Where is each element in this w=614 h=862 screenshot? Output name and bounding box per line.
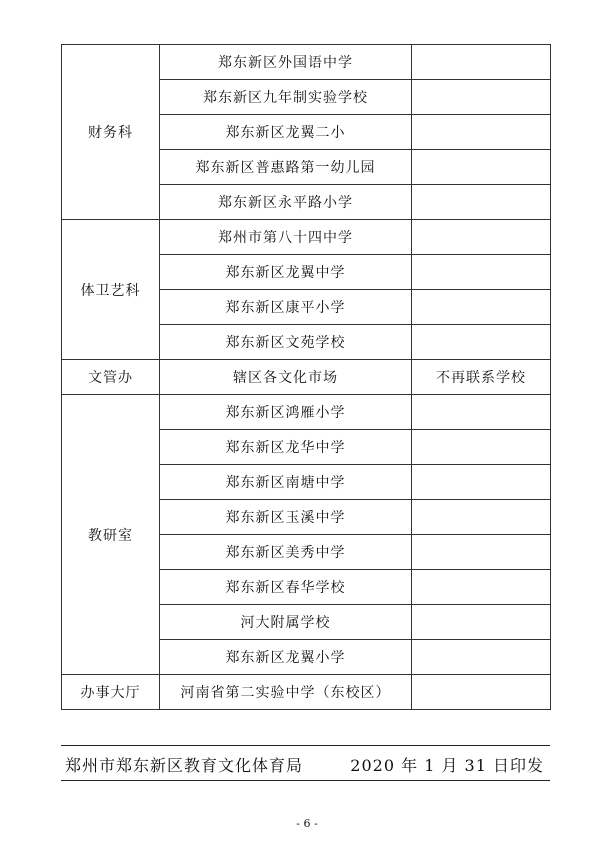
note-cell <box>412 535 551 570</box>
note-cell <box>412 150 551 185</box>
school-cell: 郑东新区永平路小学 <box>160 185 412 220</box>
note-cell <box>412 290 551 325</box>
publisher-name: 郑州市郑东新区教育文化体育局 <box>65 756 304 775</box>
school-cell: 郑州市第八十四中学 <box>160 220 412 255</box>
table-row <box>62 220 551 255</box>
table-row <box>62 675 551 710</box>
school-cell: 郑东新区南塘中学 <box>160 465 412 500</box>
school-cell: 河大附属学校 <box>160 605 412 640</box>
school-cell: 郑东新区康平小学 <box>160 290 412 325</box>
school-cell: 辖区各文化市场 <box>160 360 412 395</box>
department-cell: 财务科 <box>62 45 160 220</box>
table-row <box>62 360 551 395</box>
footer-top-rule <box>61 745 550 746</box>
school-cell: 郑东新区龙翼小学 <box>160 640 412 675</box>
school-cell: 郑东新区文苑学校 <box>160 325 412 360</box>
note-cell <box>412 465 551 500</box>
school-cell: 郑东新区龙翼二小 <box>160 115 412 150</box>
note-cell <box>412 675 551 710</box>
note-cell <box>412 185 551 220</box>
note-cell <box>412 325 551 360</box>
note-cell <box>412 500 551 535</box>
note-cell <box>412 605 551 640</box>
school-cell: 郑东新区龙翼中学 <box>160 255 412 290</box>
note-cell <box>412 80 551 115</box>
school-cell: 郑东新区普惠路第一幼儿园 <box>160 150 412 185</box>
department-cell: 教研室 <box>62 395 160 675</box>
note-cell: 不再联系学校 <box>412 360 551 395</box>
assignment-table-body <box>62 45 551 710</box>
department-cell: 文管办 <box>62 360 160 395</box>
school-cell: 郑东新区美秀中学 <box>160 535 412 570</box>
note-cell <box>412 115 551 150</box>
school-cell: 郑东新区龙华中学 <box>160 430 412 465</box>
note-cell <box>412 430 551 465</box>
school-cell: 郑东新区春华学校 <box>160 570 412 605</box>
department-cell: 办事大厅 <box>62 675 160 710</box>
school-cell: 郑东新区九年制实验学校 <box>160 80 412 115</box>
assignment-table <box>61 44 551 710</box>
table-row <box>62 45 551 80</box>
school-cell: 郑东新区鸿雁小学 <box>160 395 412 430</box>
school-cell: 河南省第二实验中学（东校区） <box>160 675 412 710</box>
note-cell <box>412 570 551 605</box>
table-row <box>62 395 551 430</box>
footer-bottom-rule <box>61 780 550 781</box>
note-cell <box>412 640 551 675</box>
note-cell <box>412 220 551 255</box>
school-cell: 郑东新区玉溪中学 <box>160 500 412 535</box>
page-number: - 6 - <box>296 817 318 830</box>
note-cell <box>412 255 551 290</box>
school-cell: 郑东新区外国语中学 <box>160 45 412 80</box>
issue-date: 2020 年 1 月 31 日印发 <box>350 756 544 775</box>
note-cell <box>412 395 551 430</box>
department-cell: 体卫艺科 <box>62 220 160 360</box>
note-cell <box>412 45 551 80</box>
